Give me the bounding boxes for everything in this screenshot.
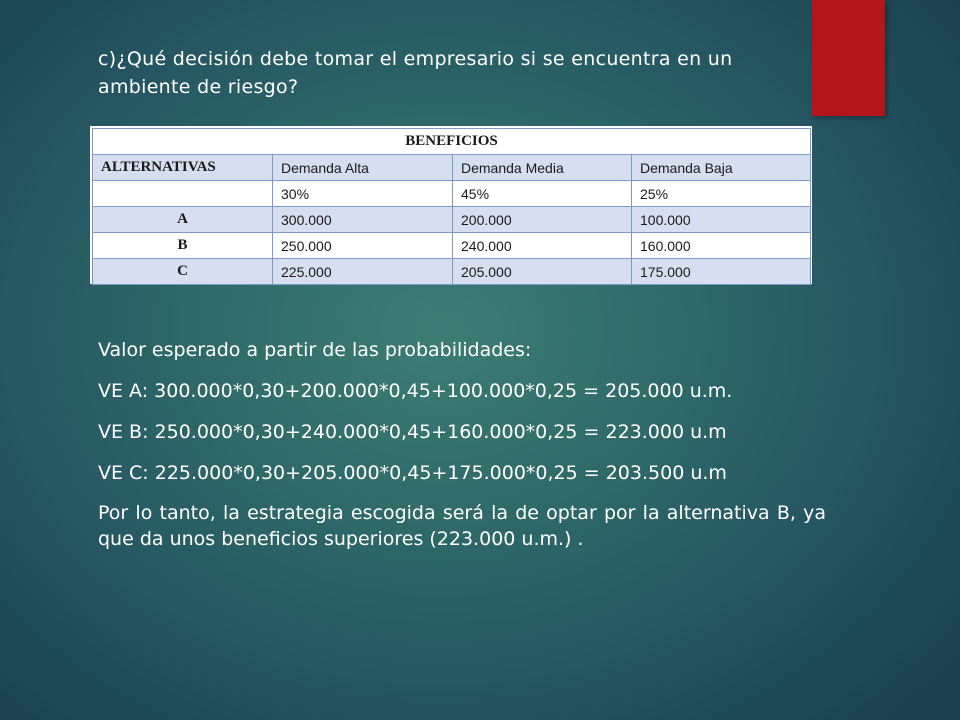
table-header-row — [93, 155, 811, 181]
table-cell: 205.000 — [453, 259, 632, 285]
table-cell: 175.000 — [632, 259, 811, 285]
ve-line: VE C: 225.000*0,30+205.000*0,45+175.000*0,25 = 203.500 u.m — [98, 462, 727, 484]
ve-line: VE A: 300.000*0,30+200.000*0,45+100.000*0,25 = 205.000 u.m. — [98, 380, 733, 402]
probability-cell: 25% — [632, 181, 811, 207]
ve-line: VE B: 250.000*0,30+240.000*0,45+160.000*0,25 = 223.000 u.m — [98, 421, 727, 443]
intro-text: Valor esperado a partir de las probabilidades: — [98, 339, 532, 361]
table-title-row — [93, 129, 811, 155]
conclusion-text: Por lo tanto, la estrategia escogida será la de optar por la alternativa B, ya que da unos beneficios superiores (223.000 u.m.) . — [98, 502, 826, 550]
table-cell: 200.000 — [453, 207, 632, 233]
accent-bar — [812, 0, 885, 116]
table-row — [93, 259, 811, 285]
table-cell: 300.000 — [273, 207, 453, 233]
row-label: C — [93, 259, 273, 285]
table-cell: 240.000 — [453, 233, 632, 259]
table-cell: 250.000 — [273, 233, 453, 259]
question-text: c)¿Qué decisión debe tomar el empresario si se encuentra en un ambiente de riesgo? — [98, 48, 733, 98]
header-cell: Demanda Media — [453, 155, 632, 181]
header-cell: Demanda Alta — [273, 155, 453, 181]
table-row — [93, 207, 811, 233]
row-label: B — [93, 233, 273, 259]
header-cell: ALTERNATIVAS — [93, 155, 273, 181]
probability-cell: 45% — [453, 181, 632, 207]
body-text — [98, 336, 826, 565]
table-row — [93, 233, 811, 259]
table-cell: 160.000 — [632, 233, 811, 259]
table-title: BENEFICIOS — [93, 129, 811, 155]
row-label: A — [93, 207, 273, 233]
probability-cell: 30% — [273, 181, 453, 207]
table-cell: 100.000 — [632, 207, 811, 233]
probability-row — [93, 181, 811, 207]
benefits-table-grid — [92, 128, 811, 285]
header-cell: Demanda Baja — [632, 155, 811, 181]
probability-cell — [93, 181, 273, 207]
benefits-table — [90, 126, 812, 284]
table-cell: 225.000 — [273, 259, 453, 285]
